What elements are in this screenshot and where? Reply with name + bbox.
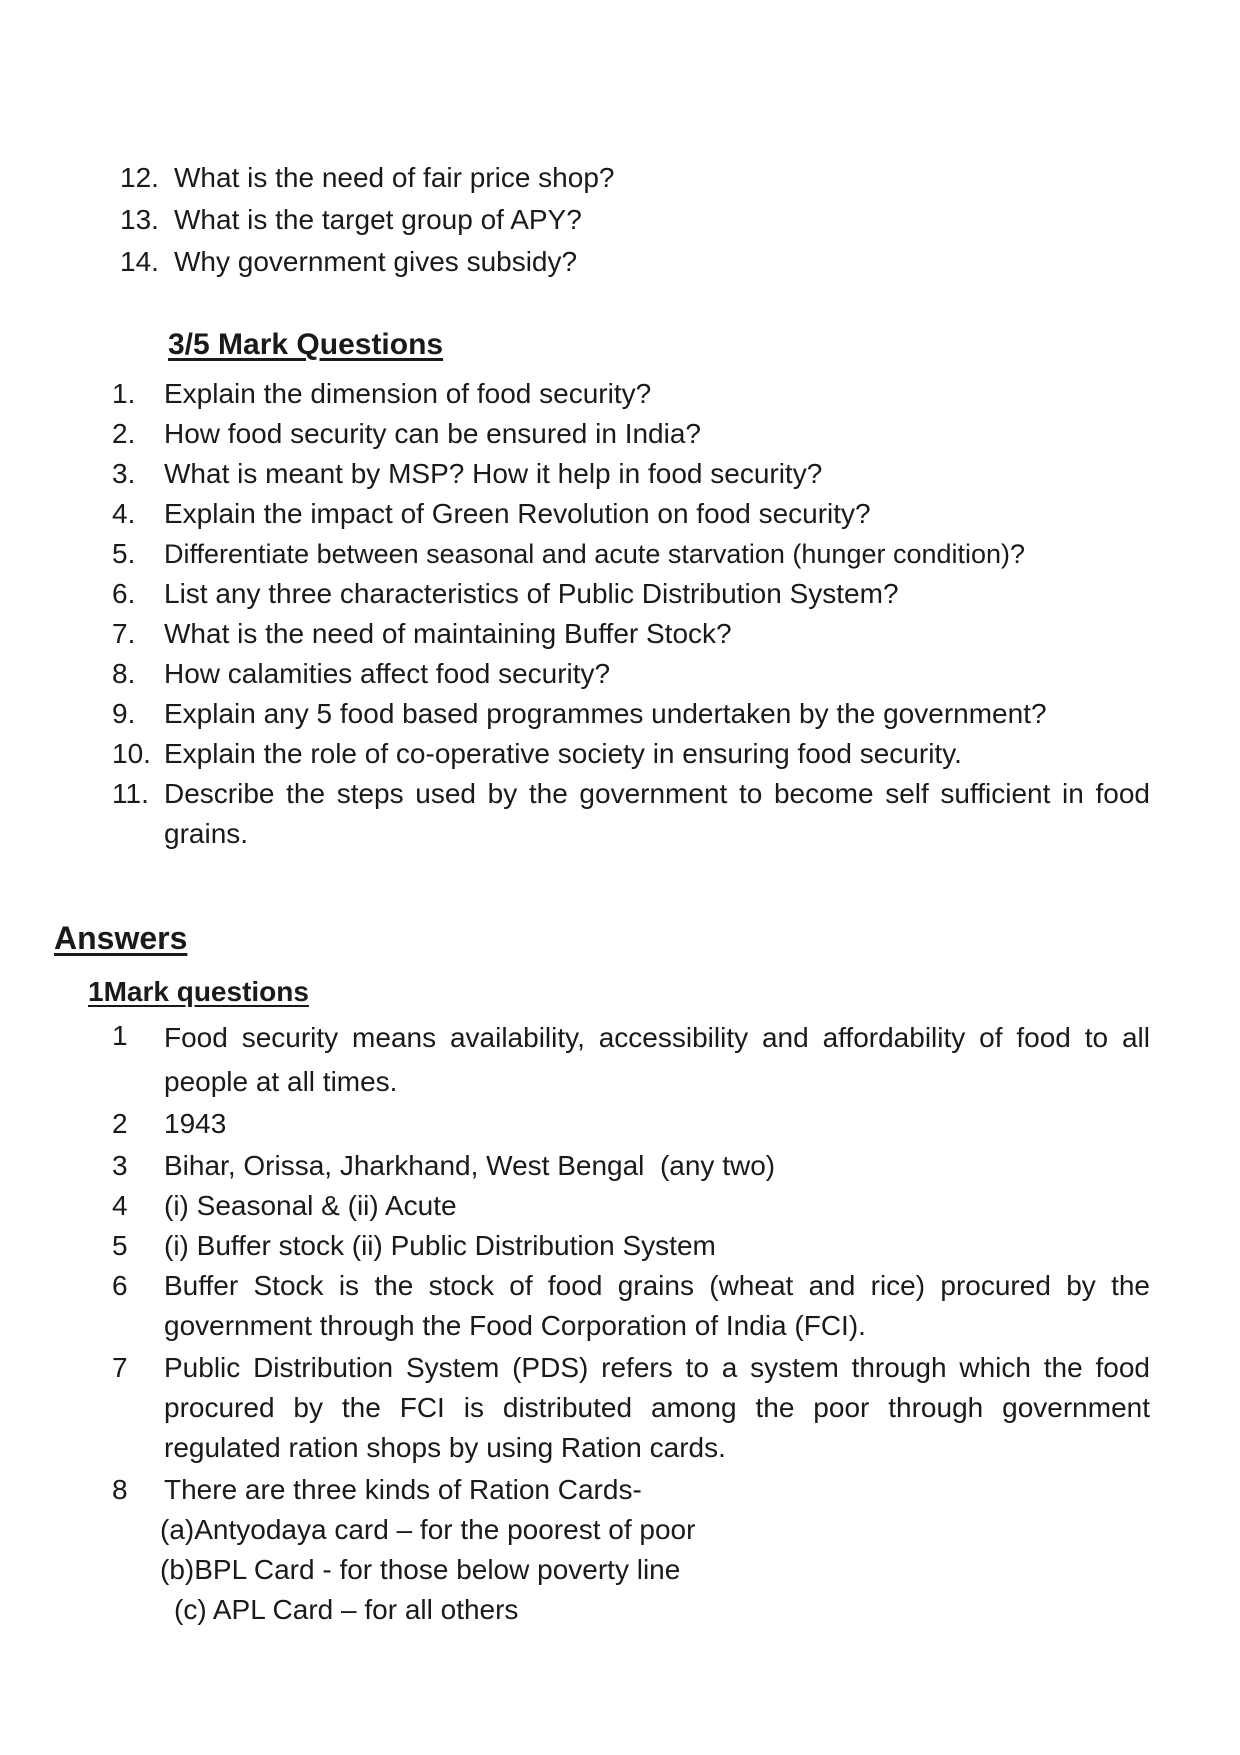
ration-card-item: (c) APL Card – for all others <box>174 1594 519 1625</box>
question-text: Differentiate between seasonal and acute starvation (hunger condition)? <box>164 539 1026 569</box>
question-text: What is the need of fair price shop? <box>174 162 615 193</box>
question-number: 11. <box>112 778 149 809</box>
question-number: 5. <box>112 538 136 569</box>
question-text: What is the need of maintaining Buffer Stock? <box>164 618 732 649</box>
answer-text: (i) Seasonal & (ii) Acute <box>164 1190 457 1221</box>
question-number: 10. <box>112 738 151 769</box>
question-number: 1. <box>112 378 136 409</box>
answer-number: 8 <box>112 1474 128 1505</box>
answer-text: There are three kinds of Ration Cards- <box>164 1474 642 1505</box>
answer-number: 7 <box>112 1352 128 1383</box>
question-number: 9. <box>112 698 136 729</box>
question-text: Describe the steps used by the government to become self sufficient in food grains. <box>164 778 1150 849</box>
question-number: 3. <box>112 458 136 489</box>
question-number: 12. <box>120 162 159 193</box>
answer-number: 2 <box>112 1108 128 1139</box>
question-text: Explain the impact of Green Revolution on food security? <box>164 498 871 529</box>
answer-text: (i) Buffer stock (ii) Public Distribution System <box>164 1230 716 1261</box>
question-number: 7. <box>112 618 136 649</box>
question-text: Explain the role of co-operative society in ensuring food security. <box>164 738 962 769</box>
answer-text: Bihar, Orissa, Jharkhand, West Bengal (any two) <box>164 1150 776 1181</box>
question-number: 2. <box>112 418 136 449</box>
answer-text: Food security means availability, accessibility and affordability of food to all people at all times. <box>164 1022 1150 1097</box>
answer-number: 3 <box>112 1150 128 1181</box>
question-text: Explain the dimension of food security? <box>164 378 652 409</box>
question-text: What is meant by MSP? How it help in food security? <box>164 458 823 489</box>
answer-number: 6 <box>112 1270 128 1301</box>
ration-card-item: (b)BPL Card - for those below poverty line <box>160 1554 681 1585</box>
section-heading: 3/5 Mark Questions <box>168 328 444 361</box>
answer-text: 1943 <box>164 1108 227 1139</box>
question-text: How food security can be ensured in India? <box>164 418 701 449</box>
question-number: 4. <box>112 498 136 529</box>
question-text: What is the target group of APY? <box>174 204 582 235</box>
answers-heading: Answers <box>54 920 188 956</box>
question-number: 6. <box>112 578 136 609</box>
answer-number: 5 <box>112 1230 128 1261</box>
question-number: 8. <box>112 658 136 689</box>
one-mark-heading: 1Mark questions <box>88 976 309 1007</box>
ration-card-item: (a)Antyodaya card – for the poorest of poor <box>160 1514 696 1545</box>
answer-number: 4 <box>112 1190 128 1221</box>
question-text: List any three characteristics of Public Distribution System? <box>164 578 899 609</box>
question-text: Why government gives subsidy? <box>174 246 578 277</box>
answer-text: Public Distribution System (PDS) refers to a system through which the food procured by the FCI is distributed among the poor through government regulated ration shops by using Ration cards. <box>164 1352 1150 1463</box>
question-text: How calamities affect food security? <box>164 658 611 689</box>
question-number: 13. <box>120 204 159 235</box>
answer-text: Buffer Stock is the stock of food grains (wheat and rice) procured by the government through the Food Corporation of India (FCI). <box>164 1270 1150 1341</box>
answer-number: 1 <box>112 1020 128 1051</box>
question-text: Explain any 5 food based programmes undertaken by the government? <box>164 698 1047 729</box>
question-number: 14. <box>120 246 159 277</box>
